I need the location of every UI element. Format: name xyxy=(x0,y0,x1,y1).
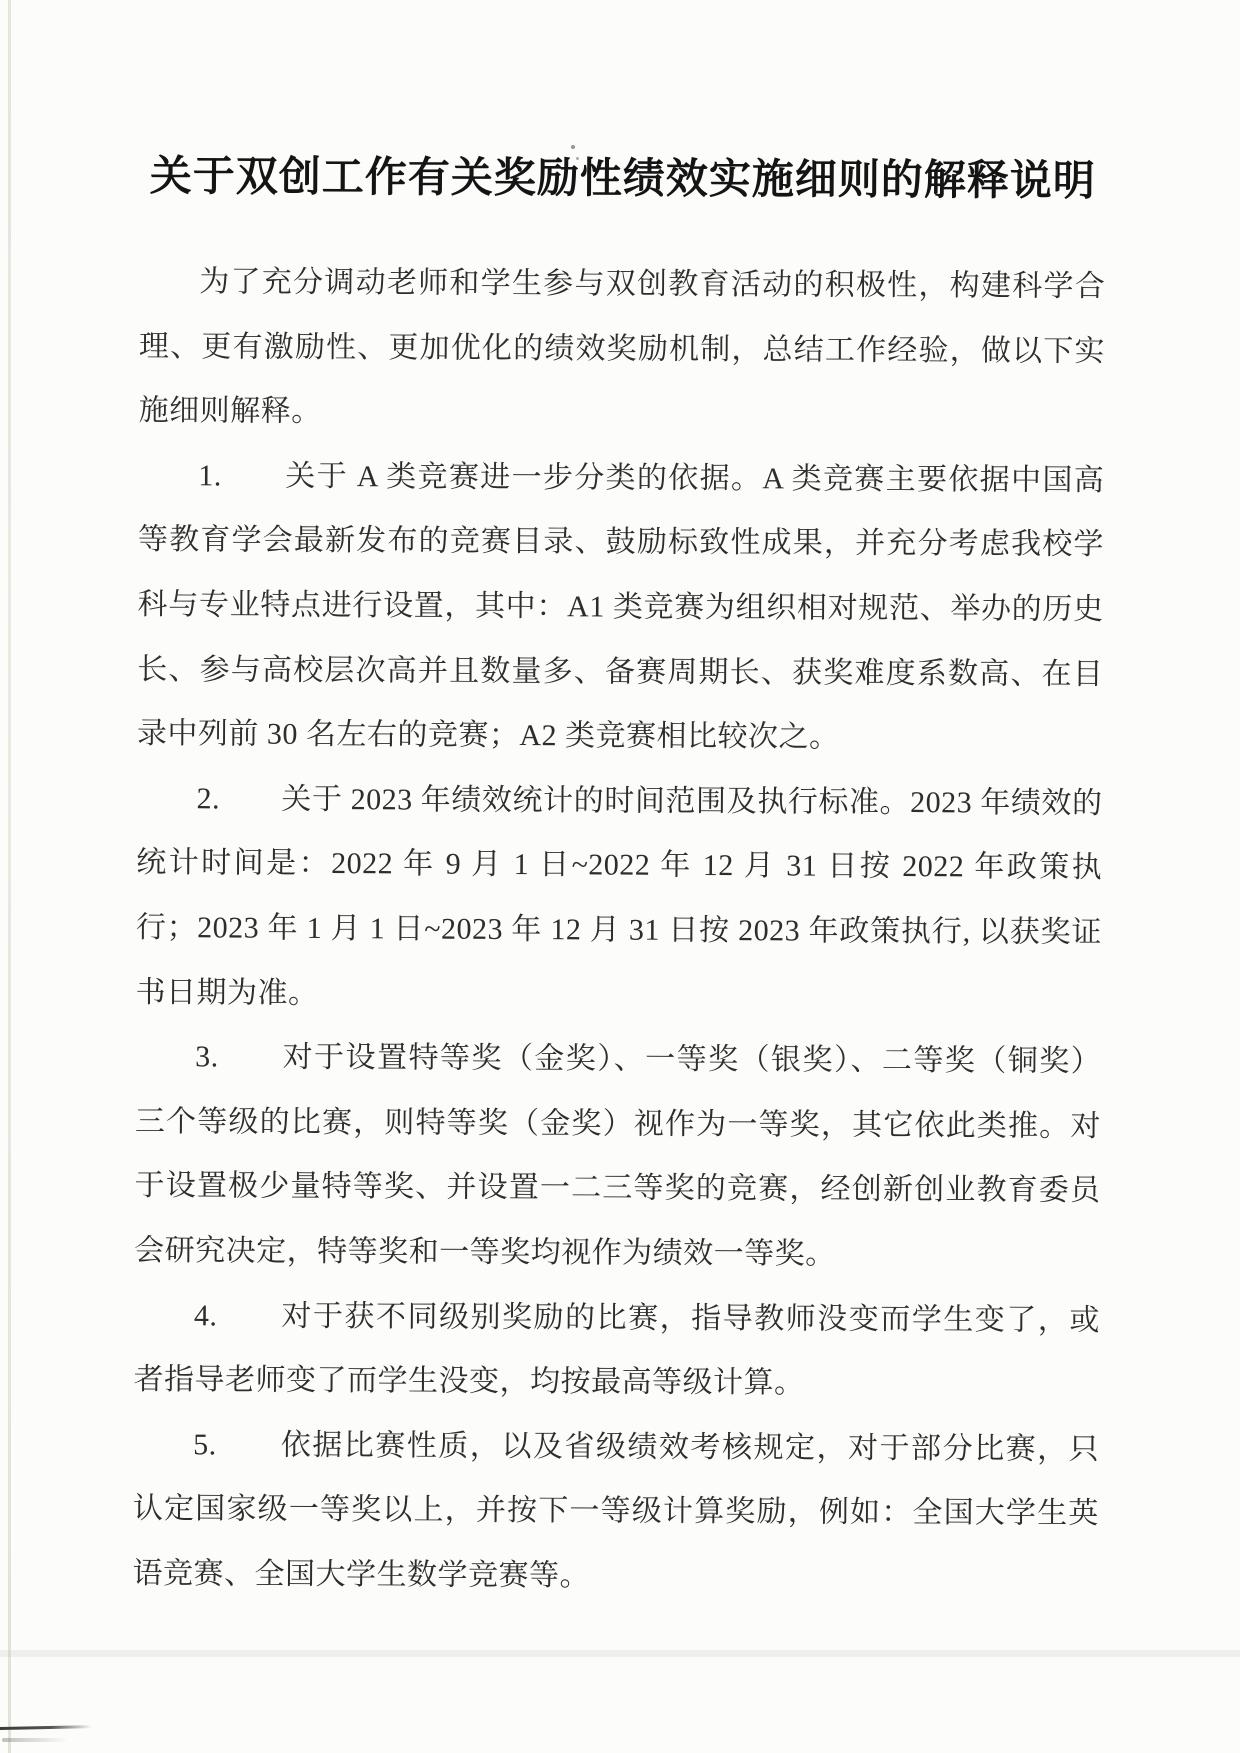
paragraph-2: 1. 关于 A 类竞赛进一步分类的依据。A 类竞赛主要依据中国高等教育学会最新发布的竞赛目录、鼓励标致性成果，并充分考虑我校学科与专业特点进行设置，其中：A1 类竞赛为组织相对规范、举办的历史长、参与高校层次高并且数量多、备赛周期长、获奖难度系数高、在目录中列前 30 名左右的竞赛；A2 类竞赛相比较次之。 xyxy=(136,459,1105,754)
paragraph-1: 为了充分调动老师和学生参与双创教育活动的积极性，构建科学合理、更有激励性、更加优化的绩效奖励机制，总结工作经验，做以下实施细则解释。 xyxy=(138,265,1106,429)
scan-smudge-mark xyxy=(2,1738,68,1742)
paragraph-5: 4. 对于获不同级别奖励的比赛，指导教师没变而学生变了，或者指导老师变了而学生没变，均按最高等级计算。 xyxy=(133,1298,1100,1400)
paragraph-list xyxy=(132,250,1105,1612)
paragraph-3: 2. 关于 2023 年绩效统计的时间范围及执行标准。2023 年绩效的统计时间是：2022 年 9 月 1 日~2022 年 12 月 31 日按 2022 年政策执行；2023 年 1 月 1 日~2023 年 12 月 31 日按 2023 年政策执行, 以获奖证书日期为准。 xyxy=(135,782,1103,1010)
scan-scratch-mark xyxy=(0,1725,92,1730)
paragraph-6: 5. 依据比赛性质，以及省级绩效考核规定，对于部分比赛，只认定国家级一等奖以上，并按下一等级计算奖励，例如：全国大学生英语竞赛、全国大学生数学竞赛等。 xyxy=(132,1427,1100,1593)
paragraph-4: 3. 对于设置特等奖（金奖）、一等奖（银奖）、二等奖（铜奖）三个等级的比赛，则特等奖（金奖）视作为一等奖，其它依此类推。对于设置极少量特等奖、并设置一二三等奖的竞赛，经创新创业教育委员会研究决定，特等奖和一等奖均视作为绩效一等奖。 xyxy=(134,1040,1102,1271)
document-content xyxy=(132,146,1106,1612)
document-title: 关于双创工作有关奖励性绩效实施细则的解释说明 xyxy=(149,152,1096,205)
scan-shadow-band xyxy=(0,1650,1240,1657)
scan-edge-line xyxy=(8,0,11,1753)
